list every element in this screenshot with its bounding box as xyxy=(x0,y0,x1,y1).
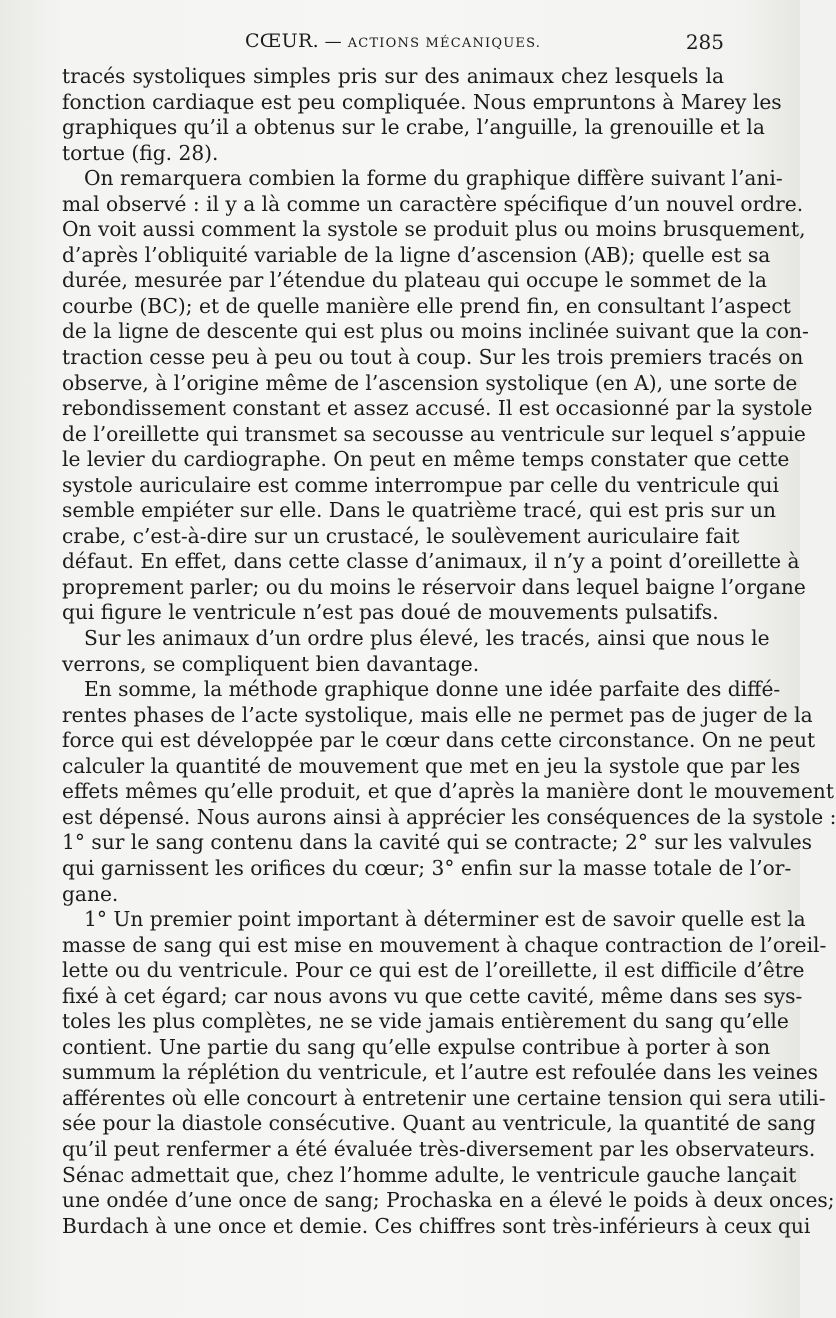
text-line: Sénac admettait que, chez l’homme adulte, le ventricule gauche lançait xyxy=(62,1162,797,1187)
text-line: courbe (BC); et de quelle manière elle prend fin, en consultant l’aspect xyxy=(62,293,791,318)
text-line: défaut. En effet, dans cette classe d’animaux, il n’y a point d’oreillette à xyxy=(62,549,800,574)
running-head xyxy=(62,30,724,52)
text-line: une ondée d’une once de sang; Prochaska en a élevé le poids à deux onces; xyxy=(62,1188,835,1213)
text-line: d’après l’obliquité variable de la ligne d’ascension (AB); quelle est sa xyxy=(62,242,771,267)
text-line: contient. Une partie du sang qu’elle expulse contribue à porter à son xyxy=(62,1034,771,1059)
text-line: masse de sang qui est mise en mouvement à chaque contraction de l’oreil- xyxy=(62,932,827,957)
running-head-title: CŒUR. xyxy=(244,30,319,52)
text-line: qui figure le ventricule n’est pas doué de mouvements pulsatifs. xyxy=(62,600,719,625)
text-line: est dépensé. Nous aurons ainsi à apprécier les conséquences de la systole : xyxy=(62,804,836,829)
text-line: qu’il peut renfermer a été évaluée très-diversement par les observateurs. xyxy=(62,1136,816,1161)
text-line: summum la réplétion du ventricule, et l’autre est refoulée dans les veines xyxy=(62,1060,819,1085)
text-line: fonction cardiaque est peu compliquée. Nous empruntons à Marey les xyxy=(62,89,782,114)
text-line: rentes phases de l’acte systolique, mais elle ne permet pas de juger de la xyxy=(62,702,813,727)
text-line: tortue (fig. 28). xyxy=(62,140,219,165)
text-line: le levier du cardiographe. On peut en même temps constater que cette xyxy=(62,447,790,472)
text-line: durée, mesurée par l’étendue du plateau qui occupe le sommet de la xyxy=(62,268,767,293)
page-number: 285 xyxy=(685,30,724,54)
text-line: de l’oreillette qui transmet sa secousse au ventricule sur lequel s’appuie xyxy=(62,421,806,446)
text-line: tracés systoliques simples pris sur des animaux chez lesquels la xyxy=(62,64,724,88)
text-line: mal observé : il y a là comme un caractère spécifique d’un nouvel ordre. xyxy=(62,191,804,216)
text-line: Burdach à une once et demie. Ces chiffres sont très-inférieurs à ceux qui xyxy=(62,1213,811,1238)
text-line: toles les plus complètes, ne se vide jamais entièrement du sang qu’elle xyxy=(62,1009,789,1034)
text-line: qui garnissent les orifices du cœur; 3° enfin sur la masse totale de l’or- xyxy=(62,855,792,880)
text-line: calculer la quantité de mouvement que met en jeu la systole que par les xyxy=(62,753,801,778)
running-head-separator: — xyxy=(324,32,342,52)
text-line: Sur les animaux d’un ordre plus élevé, les tracés, ainsi que nous le xyxy=(84,626,770,651)
text-line: afférentes où elle concourt à entretenir une certaine tension qui sera utili- xyxy=(62,1085,826,1110)
text-line: semble empiéter sur elle. Dans le quatrième tracé, qui est pris sur un xyxy=(62,498,777,523)
text-line: verrons, se compliquent bien davantage. xyxy=(62,651,480,676)
text-line: crabe, c’est-à-dire sur un crustacé, le soulèvement auriculaire fait xyxy=(62,523,740,548)
text-line: 1° sur le sang contenu dans la cavité qui se contracte; 2° sur les valvules xyxy=(62,830,813,855)
text-line: proprement parler; ou du moins le réservoir dans lequel baigne l’organe xyxy=(62,574,806,599)
text-line: On remarquera combien la forme du graphique diffère suivant l’ani- xyxy=(84,166,783,191)
text-line: rebondissement constant et assez accusé. Il est occasionné par la systole xyxy=(62,396,813,421)
text-line: de la ligne de descente qui est plus ou moins inclinée suivant que la con- xyxy=(62,319,809,344)
text-line: sée pour la diastole consécutive. Quant au ventricule, la quantité de sang xyxy=(62,1111,816,1136)
page-header xyxy=(62,28,724,58)
text-line: lette ou du ventricule. Pour ce qui est de l’oreillette, il est difficile d’être xyxy=(62,958,805,983)
text-line: force qui est développée par le cœur dans cette circonstance. On ne peut xyxy=(62,728,816,753)
text-line: En somme, la méthode graphique donne une idée parfaite des diffé- xyxy=(84,677,781,702)
text-line: traction cesse peu à peu ou tout à coup. Sur les trois premiers tracés on xyxy=(62,345,804,370)
text-line: effets mêmes qu’elle produit, et que d’après la manière dont le mouvement xyxy=(62,779,834,804)
text-line: On voit aussi comment la systole se produit plus ou moins brusquement, xyxy=(62,217,806,242)
text-line: graphiques qu’il a obtenus sur le crabe, l’anguille, la grenouille et la xyxy=(62,115,765,140)
text-line: 1° Un premier point important à déterminer est de savoir quelle est la xyxy=(84,907,806,932)
text-line: observe, à l’origine même de l’ascension systolique (en A), une sorte de xyxy=(62,370,798,395)
text-line: fixé à cet égard; car nous avons vu que cette cavité, même dans ses sys- xyxy=(62,983,803,1008)
body-text xyxy=(62,64,836,1239)
running-head-subtitle: ACTIONS MÉCANIQUES. xyxy=(347,36,542,51)
text-line: gane. xyxy=(62,881,119,906)
text-line: systole auriculaire est comme interrompue par celle du ventricule qui xyxy=(62,472,779,497)
